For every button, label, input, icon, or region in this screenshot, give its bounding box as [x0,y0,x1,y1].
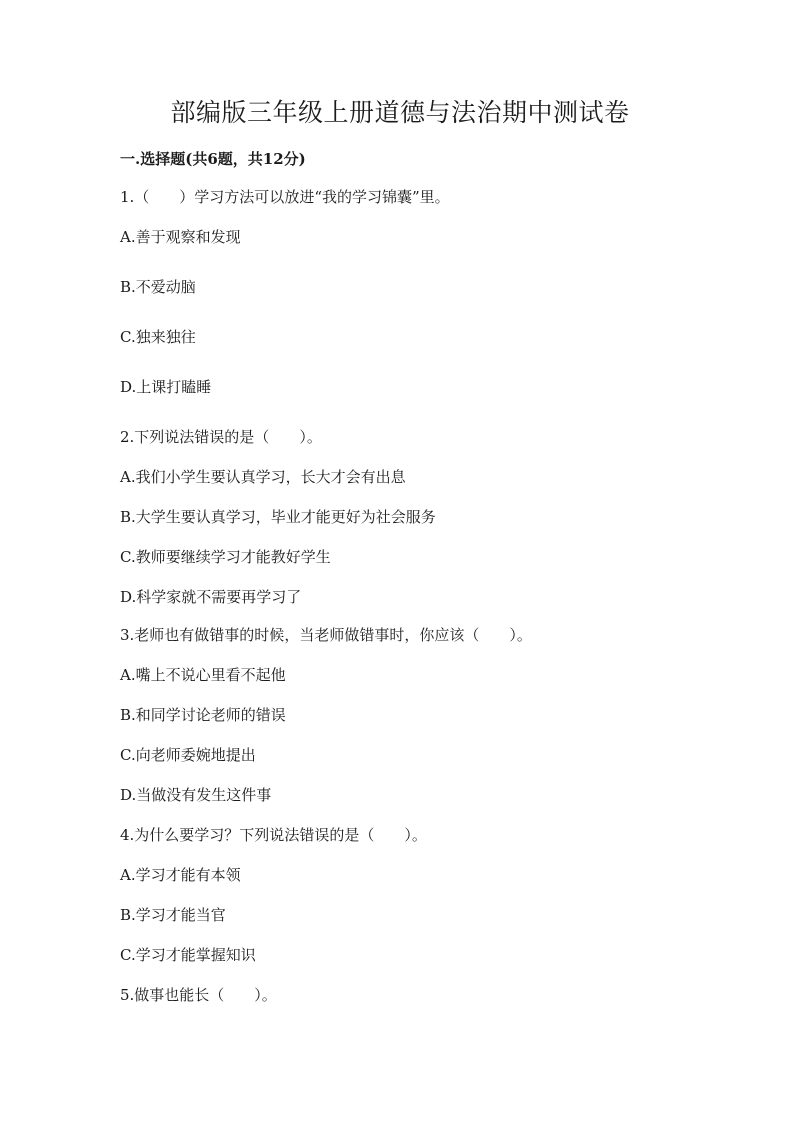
question-4-option-c: C.学习才能掌握知识 [120,946,256,964]
question-1-option-a: A.善于观察和发现 [120,228,241,246]
question-1-option-d: D.上课打瞌睡 [120,378,212,396]
question-4-stem: 4.为什么要学习？下列说法错误的是（ ）。 [120,826,427,844]
question-1-option-c: C.独来独往 [120,328,196,346]
question-4-option-b: B.学习才能当官 [120,906,226,924]
question-2-option-c: C.教师要继续学习才能教好学生 [120,548,331,566]
question-2-stem: 2.下列说法错误的是（ ）。 [120,428,322,446]
section-heading: 一.选择题(共6题，共12分) [120,150,306,168]
question-4-option-a: A.学习才能有本领 [120,866,241,884]
question-1-stem: 1.（ ）学习方法可以放进“我的学习锦囊”里。 [120,188,450,206]
question-1-option-b: B.不爱动脑 [120,278,196,296]
question-2-option-a: A.我们小学生要认真学习，长大才会有出息 [120,468,406,486]
page-title: 部编版三年级上册道德与法治期中测试卷 [170,98,630,127]
question-2-option-d: D.科学家就不需要再学习了 [120,588,302,606]
question-3-option-b: B.和同学讨论老师的错误 [120,706,286,724]
question-3-option-a: A.嘴上不说心里看不起他 [120,666,286,684]
question-3-option-d: D.当做没有发生这件事 [120,786,272,804]
question-3-option-c: C.向老师委婉地提出 [120,746,256,764]
question-3-stem: 3.老师也有做错事的时候，当老师做错事时，你应该（ ）。 [120,626,532,644]
question-2-option-b: B.大学生要认真学习，毕业才能更好为社会服务 [120,508,436,526]
question-5-stem: 5.做事也能长（ ）。 [120,986,277,1004]
